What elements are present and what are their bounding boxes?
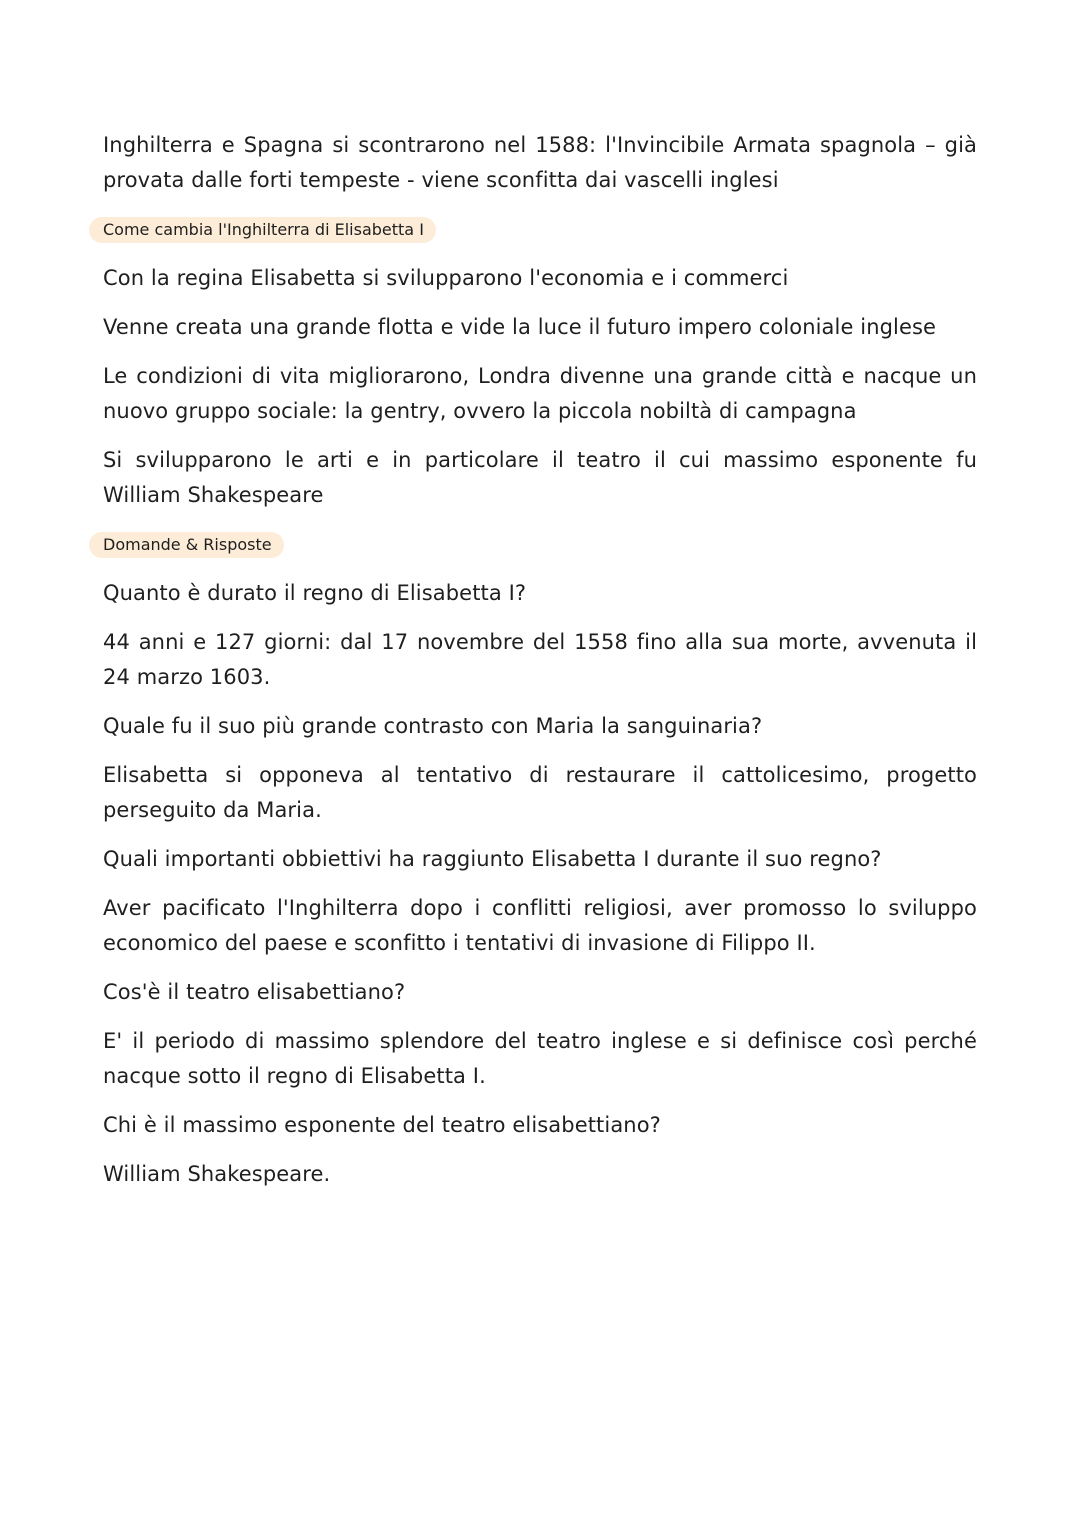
- document-page: [103, 128, 977, 1206]
- question-3: Quali importanti obbiettivi ha raggiunto Elisabetta I durante il suo regno?: [103, 847, 882, 871]
- answer-2: Elisabetta si opponeva al tentativo di restaurare il cattolicesimo, progetto perseguito da Maria.: [103, 763, 977, 822]
- answer-1: 44 anni e 127 giorni: dal 17 novembre del 1558 fino alla sua morte, avvenuta il 24 marzo 1603.: [103, 630, 977, 689]
- paragraph-arti: Si svilupparono le arti e in particolare il teatro il cui massimo esponente fu William Shakespeare: [103, 448, 977, 507]
- question-5: Chi è il massimo esponente del teatro elisabettiano?: [103, 1113, 661, 1137]
- section-heading-elisabetta: [103, 212, 977, 247]
- answer-4: E' il periodo di massimo splendore del teatro inglese e si definisce così perché nacque sotto il regno di Elisabetta I.: [103, 1029, 977, 1088]
- question-2: Quale fu il suo più grande contrasto con Maria la sanguinaria?: [103, 714, 763, 738]
- heading-highlight: Come cambia l'Inghilterra di Elisabetta I: [89, 217, 436, 243]
- answer-5: William Shakespeare.: [103, 1162, 331, 1186]
- intro-paragraph: Inghilterra e Spagna si scontrarono nel 1588: l'Invincibile Armata spagnola – già provata dalle forti tempeste - viene sconfitta dai vascelli inglesi: [103, 133, 977, 192]
- section-heading-domande: [103, 527, 977, 562]
- heading-highlight: Domande & Risposte: [89, 532, 284, 558]
- answer-3: Aver pacificato l'Inghilterra dopo i conflitti religiosi, aver promosso lo sviluppo economico del paese e sconfitto i tentativi di invasione di Filippo II.: [103, 896, 977, 955]
- paragraph-economia: Con la regina Elisabetta si svilupparono l'economia e i commerci: [103, 266, 789, 290]
- paragraph-condizioni: Le condizioni di vita migliorarono, Londra divenne una grande città e nacque un nuovo gruppo sociale: la gentry, ovvero la piccola nobiltà di campagna: [103, 364, 977, 423]
- question-4: Cos'è il teatro elisabettiano?: [103, 980, 406, 1004]
- paragraph-flotta: Venne creata una grande flotta e vide la luce il futuro impero coloniale inglese: [103, 315, 937, 339]
- question-1: Quanto è durato il regno di Elisabetta I?: [103, 581, 527, 605]
